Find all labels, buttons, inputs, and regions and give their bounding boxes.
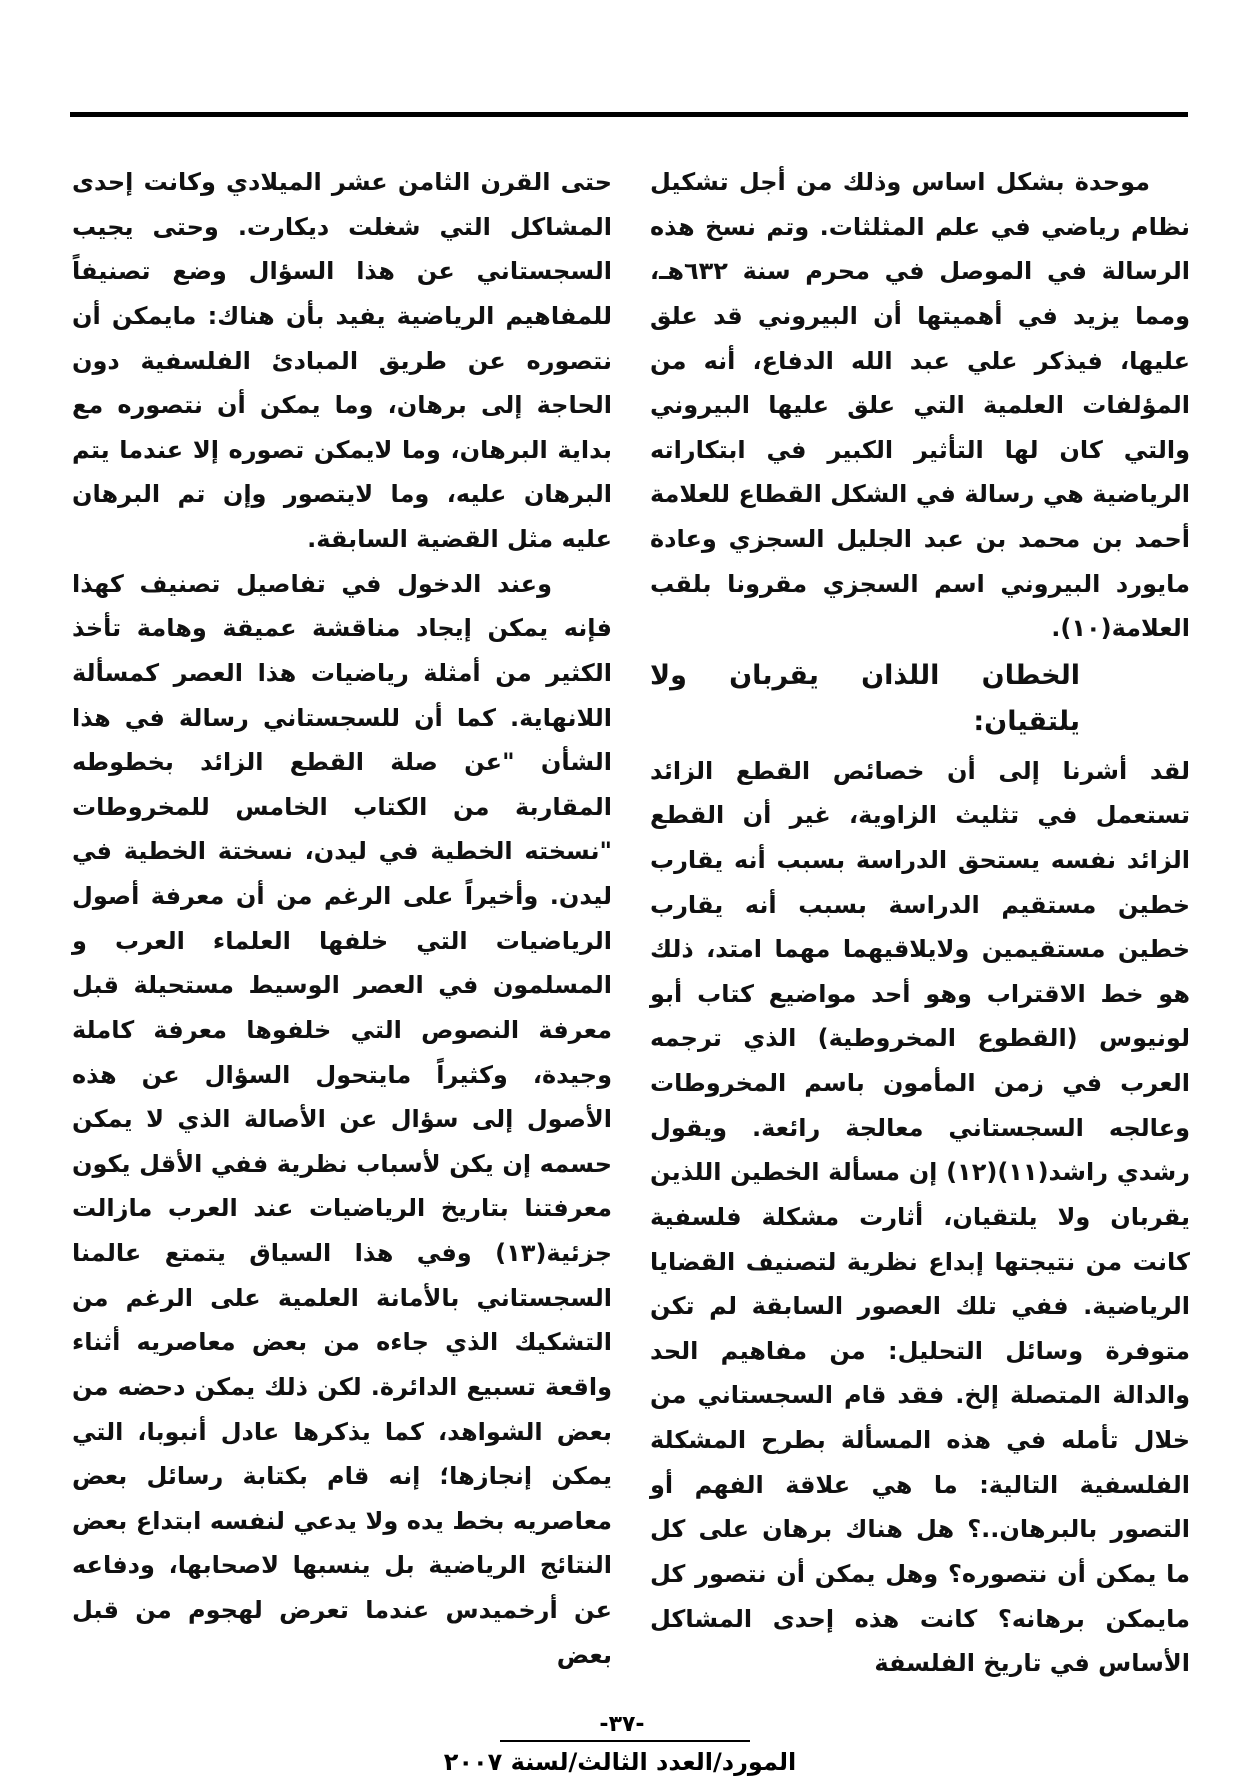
left-column: [72, 160, 612, 1677]
header-rule: [70, 112, 1188, 117]
left-column-paragraph-2: وعند الدخول في تفاصيل تصنيف كهذا فإنه يمكن إيجاد مناقشة عميقة وهامة تأخذ الكثير من أمثلة رياضيات هذا العصر كمسألة اللانهاية. كما أن للسجستاني رسالة في هذا الشأن "عن صلة القطع الزائد بخطوطه المقاربة من الكتاب الخامس للمخروطات "نسخته الخطية في ليدن، نسختة الخطية في ليدن. وأخيراً على الرغم من أن معرفة أصول الرياضيات التي خلفها العلماء العرب و المسلمون في العصر الوسيط مستحيلة قبل معرفة النصوص التي خلفوها معرفة كاملة وجيدة، وكثيراً مايتحول السؤال عن هذه الأصول إلى سؤال عن الأصالة الذي لا يمكن حسمه إن يكن لأسباب نظرية ففي الأقل يكون معرفتنا بتاريخ الرياضيات عند العرب مازالت جزئية(١٣) وفي هذا السياق يتمتع عالمنا السجستاني بالأمانة العلمية على الرغم من التشكيك الذي جاءه من بعض معاصريه أثناء واقعة تسبيع الدائرة. لكن ذلك يمكن دحضه من بعض الشواهد، كما يذكرها عادل أنبوبا، التي يمكن إنجازها؛ إنه قام بكتابة رسائل بعض معاصريه بخط يده ولا يدعي لنفسه ابتداع بعض النتائج الرياضية بل ينسبها لاصحابها، ودفاعه عن أرخميدس عندما تعرض لهجوم من قبل بعض: [72, 569, 612, 1669]
journal-footer: المورد/العدد الثالث/لسنة ٢٠٠٧: [443, 1748, 797, 1776]
right-column-paragraph-1: موحدة بشكل اساس وذلك من أجل تشكيل نظام رياضي في علم المثلثات. وتم نسخ هذه الرسالة في الموصل في محرم سنة ٦٣٢هـ، ومما يزيد في أهميتها أن البيروني قد علق عليها، فيذكر علي عبد الله الدفاع، أنه من المؤلفات العلمية التي علق عليها البيروني والتي كان لها التأثير الكبير في ابتكاراته الرياضية هي رسالة في الشكل القطاع للعلامة أحمد بن محمد بن عبد الجليل السجزي وعادة مايورد البيروني اسم السجزي مقرونا بلقب العلامة(١٠).: [650, 168, 1190, 643]
left-column-paragraph-1: حتى القرن الثامن عشر الميلادي وكانت إحدى المشاكل التي شغلت ديكارت. وحتى يجيب السجستاني عن هذا السؤال وضع تصنيفاً للمفاهيم الرياضية يفيد بأن هناك: مايمكن أن نتصوره عن طريق المبادئ الفلسفية دون الحاجة إلى برهان، وما يمكن أن نتصوره مع بداية البرهان، وما لايمكن تصوره إلا عندما يتم البرهان عليه، وما لايتصور وإن تم البرهان عليه مثل القضية السابقة.: [72, 168, 612, 553]
section-heading: الخطان اللذان يقربان ولا يلتقيان:: [650, 659, 1080, 737]
page-number: -٣٧-: [599, 1712, 645, 1737]
right-column: [650, 160, 1190, 1686]
footer-rule: [500, 1740, 750, 1742]
right-column-paragraph-2: لقد أشرنا إلى أن خصائص القطع الزائد تستعمل في تثليث الزاوية، غير أن القطع الزائد نفسه يستحق الدراسة بسبب أنه يقارب خطين مستقيم الدراسة بسبب أنه يقارب خطين مستقيمين ولايلاقيهما مهما امتد، ذلك هو خط الاقتراب وهو أحد مواضيع كتاب أبو لونيوس (القطوع المخروطية) الذي ترجمه العرب في زمن المأمون باسم المخروطات وعالجه السجستاني معالجة رائعة. ويقول رشدي راشد(١١)(١٢) إن مسألة الخطين اللذين يقربان ولا يلتقيان، أثارت مشكلة فلسفية كانت من نتيجتها إبداع نظرية لتصنيف القضايا الرياضية. ففي تلك العصور السابقة لم تكن متوفرة وسائل التحليل: من مفاهيم الحد والدالة المتصلة إلخ. فقد قام السجستاني من خلال تأمله في هذه المسألة بطرح المشكلة الفلسفية التالية: ما هي علاقة الفهم أو التصور بالبرهان..؟ هل هناك برهان على كل ما يمكن أن نتصوره؟ وهل يمكن أن نتصور كل مايمكن برهانه؟ كانت هذه إحدى المشاكل الأساس في تاريخ الفلسفة: [650, 756, 1191, 1678]
